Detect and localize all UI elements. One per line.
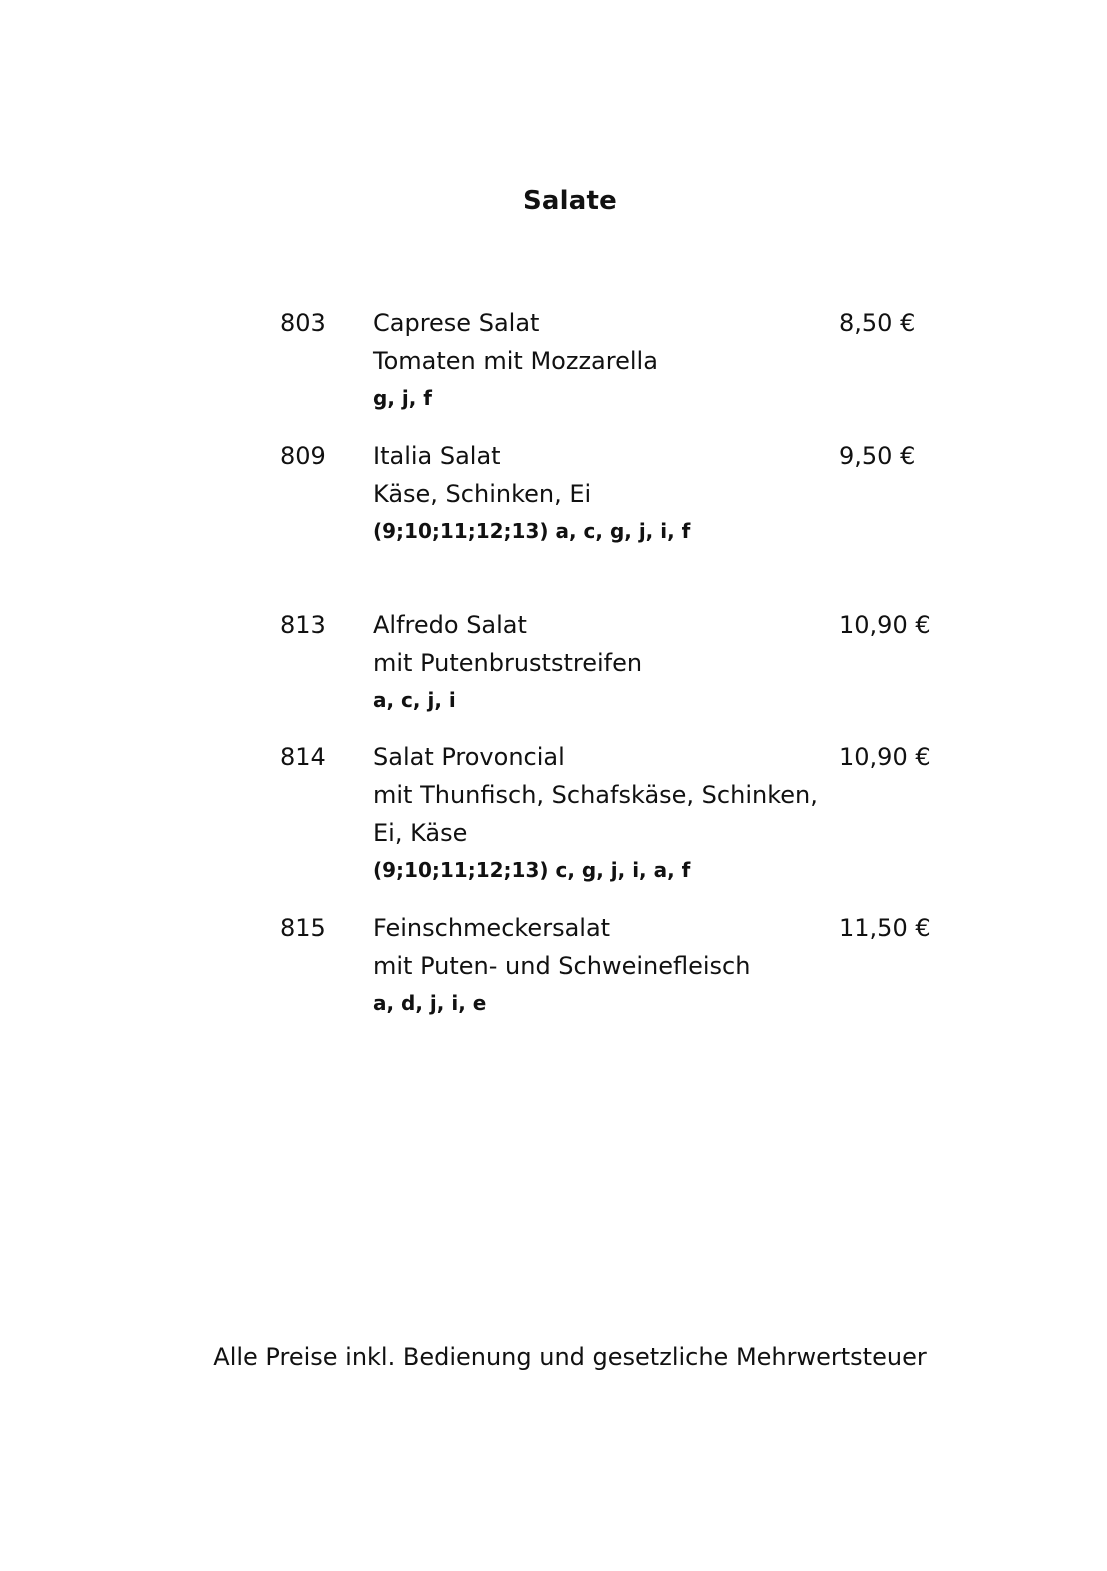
item-description: Käse, Schinken, Ei: [373, 480, 592, 508]
item-body: [373, 304, 823, 413]
item-name: Feinschmeckersalat: [373, 914, 611, 942]
item-name: Alfredo Salat: [373, 611, 527, 639]
item-number: 803: [280, 309, 326, 337]
item-allergens: (9;10;11;12;13) c, g, j, i, a, f: [373, 858, 691, 882]
item-allergens: a, c, j, i: [373, 688, 456, 712]
item-number: 815: [280, 914, 326, 942]
item-description: mit Thunfisch, Schafskäse, Schinken,: [373, 781, 818, 809]
item-name: Caprese Salat: [373, 309, 540, 337]
item-name: Italia Salat: [373, 442, 501, 470]
item-body: [373, 437, 823, 546]
item-number: 813: [280, 611, 326, 639]
item-allergens: g, j, f: [373, 386, 432, 410]
page-title: Salate: [523, 186, 617, 216]
item-description: mit Putenbruststreifen: [373, 649, 643, 677]
item-description: Tomaten mit Mozzarella: [373, 347, 658, 375]
item-description: mit Puten- und Schweinefleisch: [373, 952, 751, 980]
item-number: 814: [280, 743, 326, 771]
price-note: Alle Preise inkl. Bedienung und gesetzliche Mehrwertsteuer: [213, 1343, 927, 1371]
item-price: 10,90 €: [839, 611, 931, 639]
item-allergens: (9;10;11;12;13) a, c, g, j, i, f: [373, 519, 691, 543]
item-name: Salat Provoncial: [373, 743, 565, 771]
item-number: 809: [280, 442, 326, 470]
item-body: [373, 738, 823, 885]
item-body: [373, 606, 823, 715]
item-allergens: a, d, j, i, e: [373, 991, 487, 1015]
item-price: 9,50 €: [839, 442, 916, 470]
item-price: 11,50 €: [839, 914, 931, 942]
item-description: Ei, Käse: [373, 819, 468, 847]
item-price: 10,90 €: [839, 743, 931, 771]
item-body: [373, 909, 823, 1018]
item-price: 8,50 €: [839, 309, 916, 337]
